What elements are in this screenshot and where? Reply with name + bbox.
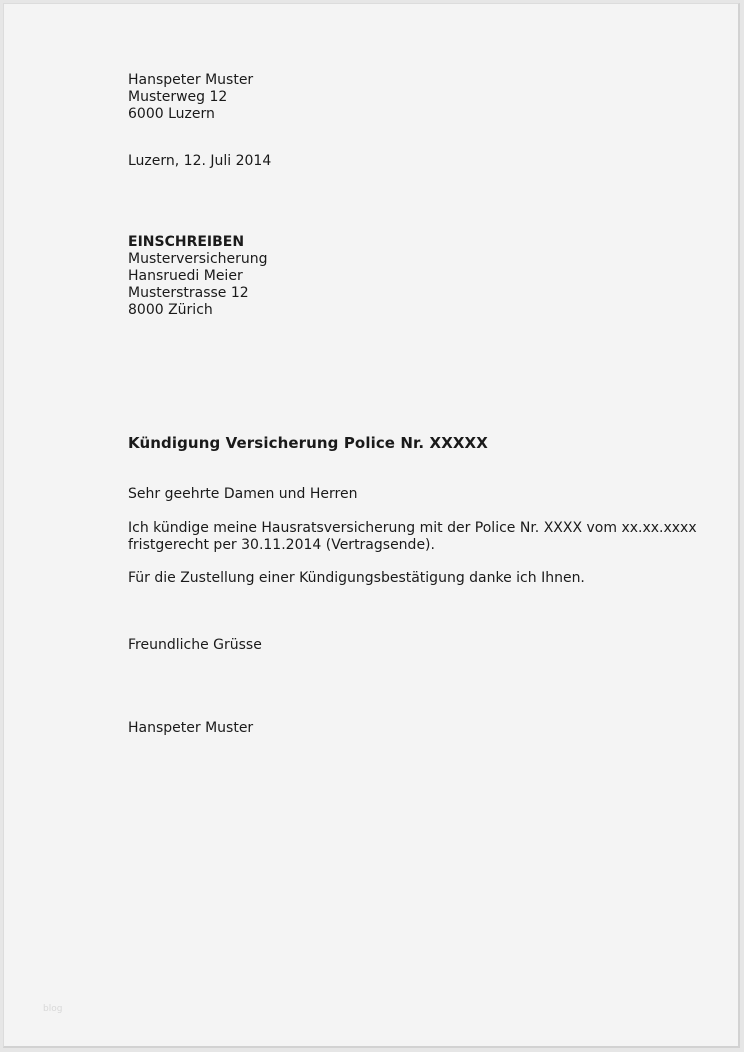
recipient-company: Musterversicherung xyxy=(128,251,268,267)
body-paragraph-1-line-1: Ich kündige meine Hausratsversicherung mit der Police Nr. XXXX vom xx.xx.xxxx xyxy=(128,520,697,536)
salutation: Sehr geehrte Damen und Herren xyxy=(128,486,358,502)
subject-line: Kündigung Versicherung Police Nr. XXXXX xyxy=(128,434,488,452)
body-paragraph-1-line-2: fristgerecht per 30.11.2014 (Vertragsende). xyxy=(128,537,435,553)
sender-name: Hanspeter Muster xyxy=(128,72,254,88)
sender-city: 6000 Luzern xyxy=(128,106,215,122)
mail-type-label: EINSCHREIBEN xyxy=(128,234,245,250)
body-paragraph-2: Für die Zustellung einer Kündigungsbestätigung danke ich Ihnen. xyxy=(128,570,585,586)
recipient-city: 8000 Zürich xyxy=(128,302,213,318)
sender-street: Musterweg 12 xyxy=(128,89,228,105)
date-line xyxy=(128,153,271,170)
watermark: blog xyxy=(43,1004,63,1014)
closing: Freundliche Grüsse xyxy=(128,637,262,653)
body-paragraph-1 xyxy=(128,520,697,554)
date-text: Luzern, 12. Juli 2014 xyxy=(128,153,272,169)
letter-page xyxy=(3,3,740,1048)
recipient-address xyxy=(128,234,268,319)
sender-address xyxy=(128,72,253,123)
signature: Hanspeter Muster xyxy=(128,720,254,736)
recipient-street: Musterstrasse 12 xyxy=(128,285,249,301)
recipient-contact: Hansruedi Meier xyxy=(128,268,243,284)
